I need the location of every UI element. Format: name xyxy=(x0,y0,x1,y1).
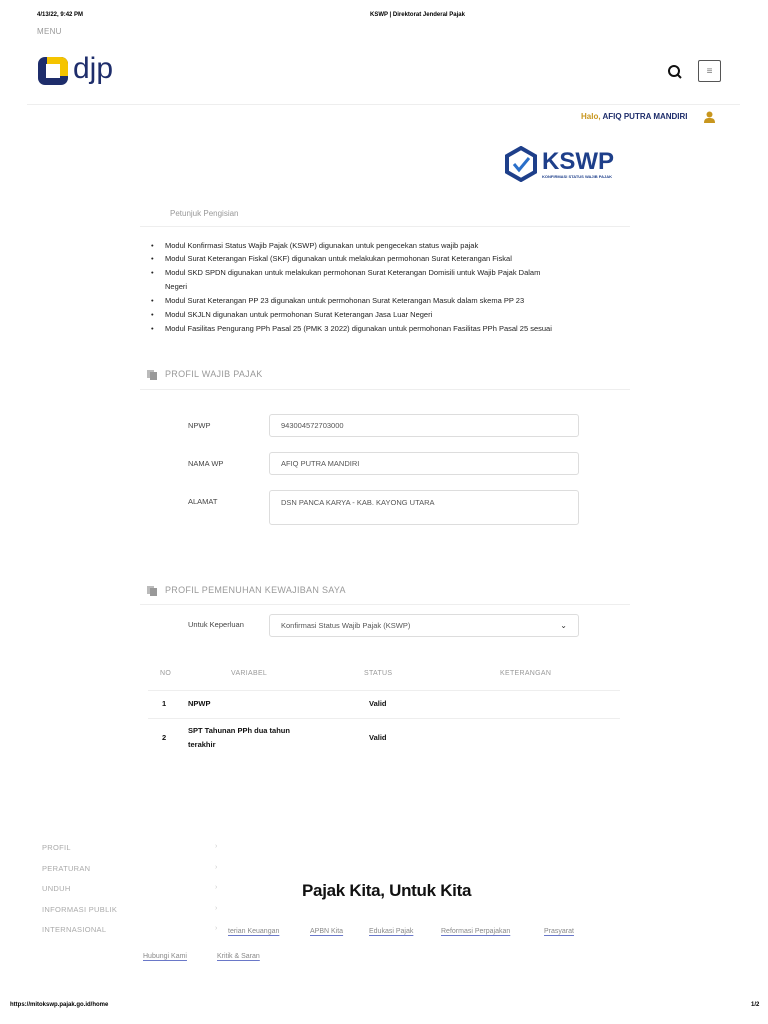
djp-logo-text: djp xyxy=(73,52,114,85)
list-item-continuation: Negeri xyxy=(165,282,188,291)
kewajiban-heading: PROFIL PEMENUHAN KEWAJIBAN SAYA xyxy=(165,585,346,595)
footer-nav-unduh[interactable]: UNDUH xyxy=(42,884,71,893)
print-title: KSWP | Direktorat Jenderal Pajak xyxy=(370,12,465,18)
search-icon[interactable] xyxy=(667,64,683,80)
footer-link-kementerian-keuangan[interactable]: terian Keuangan xyxy=(228,928,280,935)
user-greeting[interactable] xyxy=(581,112,688,121)
row-status: Valid xyxy=(369,733,387,742)
user-icon[interactable] xyxy=(704,111,715,123)
footer-nav-peraturan[interactable]: PERATURAN xyxy=(42,864,91,873)
row-no: 1 xyxy=(162,699,167,708)
row-variabel: SPT Tahunan PPh dua tahun xyxy=(188,726,290,735)
chevron-right-icon: › xyxy=(215,925,218,932)
column-header-variabel: VARIABEL xyxy=(231,670,268,677)
djp-logo[interactable] xyxy=(37,54,113,88)
greeting-text: Halo, xyxy=(581,112,601,121)
footer-link-kritik-saran[interactable]: Kritik & Saran xyxy=(217,953,260,960)
kswp-logo xyxy=(503,146,614,182)
keperluan-value: Konfirmasi Status Wajib Pajak (KSWP) xyxy=(281,621,411,630)
nama-wp-field[interactable]: AFIQ PUTRA MANDIRI xyxy=(269,452,579,475)
keperluan-label: Untuk Keperluan xyxy=(188,620,244,629)
djp-logo-icon xyxy=(37,54,71,88)
footer-link-hubungi-kami[interactable]: Hubungi Kami xyxy=(143,953,187,960)
npwp-label: NPWP xyxy=(188,421,211,430)
chevron-right-icon: › xyxy=(215,905,218,912)
chevron-right-icon: › xyxy=(215,884,218,891)
copy-icon xyxy=(147,370,157,380)
row-no: 2 xyxy=(162,733,167,742)
list-item: • Modul Surat Keterangan Fiskal (SKF) digunakan untuk melakukan permohonan Surat Keterangan Fiskal xyxy=(165,254,512,263)
npwp-field[interactable]: 943004572703000 xyxy=(269,414,579,437)
row-status: Valid xyxy=(369,699,387,708)
chevron-down-icon: ⌄ xyxy=(560,621,567,630)
list-item: • Modul Konfirmasi Status Wajib Pajak (KSWP) digunakan untuk pengecekan status wajib pajak xyxy=(165,241,478,250)
chevron-right-icon: › xyxy=(215,843,218,850)
alamat-textarea[interactable]: DSN PANCA KARYA - KAB. KAYONG UTARA xyxy=(269,490,579,525)
copy-icon xyxy=(147,586,157,596)
footer-link-prasyarat[interactable]: Prasyarat xyxy=(544,928,574,935)
list-item: • Modul SKD SPDN digunakan untuk melakukan permohonan Surat Keterangan Domisili untuk Wajib Pajak Dalam xyxy=(165,268,540,277)
footer-link-reformasi-perpajakan[interactable]: Reformasi Perpajakan xyxy=(441,928,511,935)
instructions-heading: Petunjuk Pengisian xyxy=(170,209,239,218)
print-page-number: 1/2 xyxy=(751,1002,760,1008)
row-variabel: NPWP xyxy=(188,699,211,708)
alamat-label: ALAMAT xyxy=(188,497,218,506)
footer-nav-informasi-publik[interactable]: INFORMASI PUBLIK xyxy=(42,905,118,914)
row-variabel-cont: terakhir xyxy=(188,740,216,749)
hamburger-menu-button[interactable] xyxy=(698,60,721,82)
nama-wp-label: NAMA WP xyxy=(188,459,224,468)
kswp-title: KSWP xyxy=(542,147,614,175)
list-item: • Modul Surat Keterangan PP 23 digunakan untuk permohonan Surat Keterangan Masuk dalam skema PP 23 xyxy=(165,296,524,305)
keperluan-select[interactable] xyxy=(269,614,579,637)
user-name: AFIQ PUTRA MANDIRI xyxy=(602,112,688,121)
kswp-logo-icon xyxy=(503,146,539,182)
footer-nav-profil[interactable]: PROFIL xyxy=(42,843,71,852)
footer-link-edukasi-pajak[interactable]: Edukasi Pajak xyxy=(369,928,414,935)
footer-nav-internasional[interactable]: INTERNASIONAL xyxy=(42,925,107,934)
column-header-keterangan: KETERANGAN xyxy=(500,670,552,677)
menu-label[interactable]: MENU xyxy=(37,27,62,36)
kswp-subtitle: KONFIRMASI STATUS WAJIB PAJAK xyxy=(542,173,613,179)
print-url: https://mitokswp.pajak.go.id/home xyxy=(10,1002,109,1008)
list-item: • Modul SKJLN digunakan untuk permohonan Surat Keterangan Jasa Luar Negeri xyxy=(165,310,432,319)
profil-heading: PROFIL WAJIB PAJAK xyxy=(165,369,263,379)
hamburger-icon: ≡ xyxy=(706,65,713,77)
print-timestamp: 4/13/22, 9:42 PM xyxy=(37,12,84,18)
column-header-no: NO xyxy=(160,670,172,677)
list-item: • Modul Fasilitas Pengurang PPh Pasal 25 (PMK 3 2022) digunakan untuk permohonan Fasilitas PPh Pasal 25 sesuai xyxy=(165,324,552,333)
column-header-status: STATUS xyxy=(364,670,393,677)
chevron-right-icon: › xyxy=(215,864,218,871)
footer-tagline: Pajak Kita, Untuk Kita xyxy=(302,881,472,900)
footer-link-apbn-kita[interactable]: APBN Kita xyxy=(310,928,344,935)
